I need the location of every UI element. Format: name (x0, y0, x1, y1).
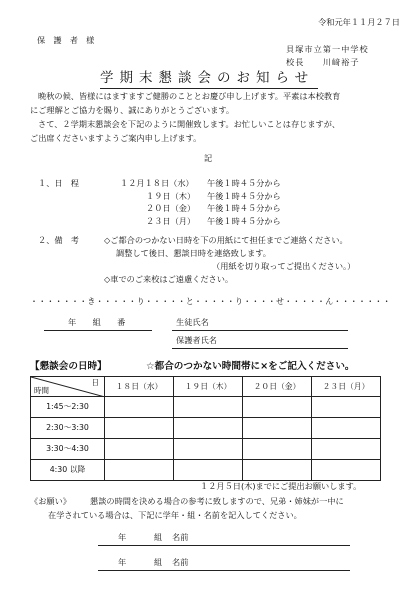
student-name-line[interactable] (172, 330, 348, 331)
day-header-2: １９日（木） (174, 377, 243, 397)
table-row (31, 397, 381, 418)
schedule-date-4: ２３日（月） (146, 216, 196, 226)
corner-time-label: 時間 (34, 386, 49, 395)
schedule-date-3: ２０日（金） (146, 203, 196, 213)
notes-label: ２、備 考 (38, 235, 79, 245)
table-cell[interactable] (243, 439, 312, 460)
schedule-label: １、日 程 (38, 178, 79, 188)
table-cell[interactable] (174, 397, 243, 418)
table-cell[interactable] (243, 397, 312, 418)
page-title: 学期末懇談会のお知らせ (100, 70, 315, 86)
table-cell[interactable] (312, 397, 381, 418)
table-cell[interactable] (312, 460, 381, 481)
table-row (31, 460, 381, 481)
table-cell[interactable] (243, 460, 312, 481)
notes-line-3: （用紙を切り取ってご提出ください。） (212, 261, 356, 271)
sibling-2-year: 年 (118, 557, 127, 567)
request-line-2: 在学されている場合は、下記に学年・組・名前を記入してください。 (48, 510, 302, 520)
availability-table (30, 376, 381, 481)
parent-name-line[interactable] (172, 348, 348, 349)
table-row (31, 439, 381, 460)
table-cell[interactable] (174, 418, 243, 439)
intro-line-3: さて、２学期末懇談会を下記のように開催致します。お忙しいことは存じますが、 (38, 119, 341, 129)
notes-line-4: ◇車でのご来校はご遠慮ください。 (104, 274, 234, 284)
sibling-2-name-label: 名前 (172, 557, 189, 567)
sibling-2-class: 組 (154, 557, 163, 567)
table-header-row (31, 377, 381, 397)
notes-line-2: 調整して後日、懇談日時を連絡致します。 (116, 248, 271, 258)
intro-line-1: 晩秋の候、皆様にはますますご健勝のこととお慶び申し上げます。平素は本校教育 (38, 91, 341, 101)
table-cell[interactable] (105, 460, 174, 481)
sibling-1-year: 年 (118, 532, 127, 542)
intro-line-4: ご出席くださいますようご案内申し上げます。 (30, 133, 202, 143)
table-corner-cell (31, 377, 105, 397)
day-header-3: ２０日（金） (243, 377, 312, 397)
date: 令和元年１１月２７日 (318, 17, 400, 27)
school-name: 貝塚市立第一中学校 (286, 44, 369, 54)
sibling-1-line[interactable] (98, 545, 350, 546)
time-slot-4: 4:30 以降 (31, 460, 105, 481)
table-row (31, 418, 381, 439)
schedule-date-1: １２月１８日（水） (120, 178, 194, 188)
table-cell[interactable] (105, 397, 174, 418)
table-cell[interactable] (174, 460, 243, 481)
corner-day-label: 日 (91, 378, 99, 387)
request-label: 《お願い》 (30, 496, 71, 506)
table-cell[interactable] (243, 418, 312, 439)
table-cell[interactable] (174, 439, 243, 460)
deadline-note: １２月５日(木)までにご提出お願いします。 (200, 481, 362, 491)
notes-line-1: ◇ご都合のつかない日時を下の用紙にて担任までご連絡ください。 (104, 235, 348, 245)
sibling-2-line[interactable] (98, 570, 350, 571)
title-underline (100, 88, 318, 89)
schedule-time-1: 午後１時４５分から (207, 178, 281, 188)
table-cell[interactable] (105, 418, 174, 439)
cut-line: ・・・・・・・き・・・・・り・・・・・と・・・・・り・・・・せ・・・・・ん・・・・・・・ (30, 297, 391, 306)
parent-name-label: 保護者氏名 (176, 335, 217, 345)
sibling-1-name-label: 名前 (172, 532, 189, 542)
principal-name: 校長 川﨑裕子 (286, 57, 360, 67)
schedule-time-3: 午後１時４５分から (207, 203, 281, 213)
time-slot-3: 3:30〜4:30 (31, 439, 105, 460)
time-slot-1: 1:45〜2:30 (31, 397, 105, 418)
recipient: 保 護 者 様 (37, 35, 95, 45)
sibling-1-class: 組 (154, 532, 163, 542)
table-heading: 【懇談会の日時】 (30, 361, 107, 372)
day-header-1: １８日（水） (105, 377, 174, 397)
ki-heading: 記 (204, 153, 213, 163)
time-slot-2: 2:30〜3:30 (31, 418, 105, 439)
class-number-line[interactable] (44, 330, 152, 331)
schedule-time-4: 午後１時４５分から (207, 216, 281, 226)
table-cell[interactable] (312, 439, 381, 460)
schedule-date-2: １９日（木） (146, 191, 196, 201)
schedule-time-2: 午後１時４５分から (207, 191, 281, 201)
table-cell[interactable] (312, 418, 381, 439)
intro-line-2: にご理解とご協力を賜り、誠にありがとうございます。 (30, 105, 235, 115)
day-header-4: ２３日（月） (312, 377, 381, 397)
class-number-label: 年 組 番 (68, 317, 126, 327)
request-line-1: 懇談の時間を決める場合の参考に致しますので、兄弟・姉妹が一中に (90, 496, 344, 506)
table-instruction: ☆都合のつかない時間帯に×をご記入ください。 (146, 361, 355, 372)
table-cell[interactable] (105, 439, 174, 460)
student-name-label: 生徒氏名 (176, 317, 209, 327)
